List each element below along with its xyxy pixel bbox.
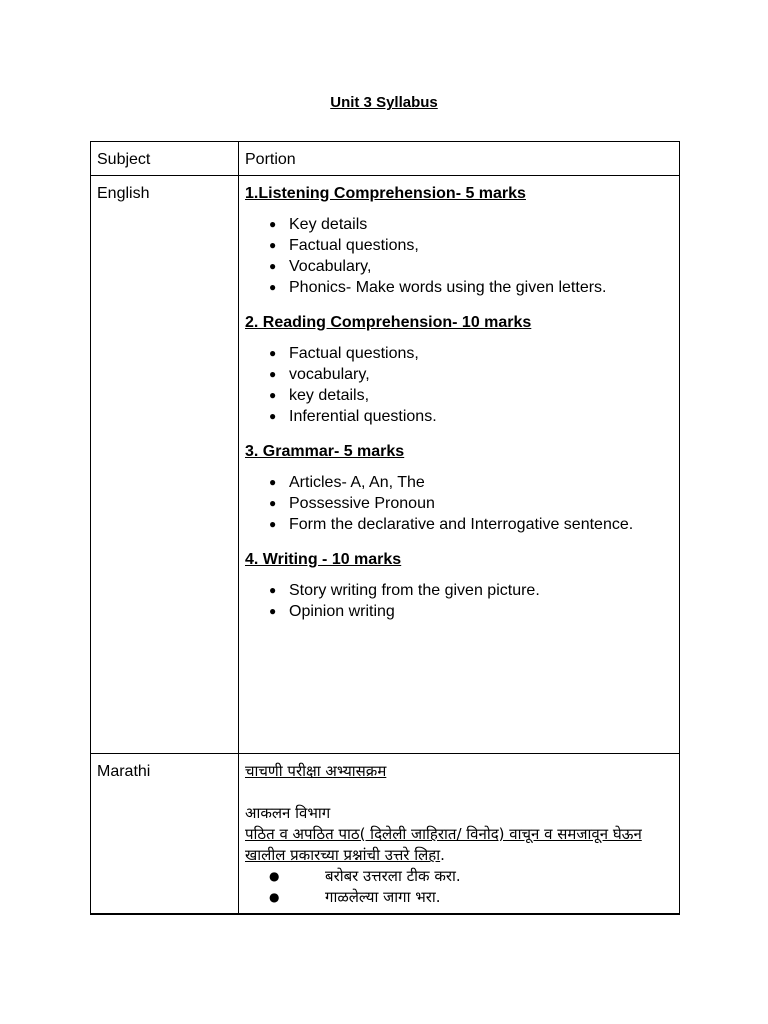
page-title: Unit 3 Syllabus (330, 94, 438, 111)
listening-list (245, 214, 673, 298)
marathi-instruction: पठित व अपठित पाठ( दिलेली जाहिरात/ विनोद) वाचून व समजावून घेऊन खालील प्रकारच्या प्रश्नांची उत्तरे लिहा (245, 825, 642, 864)
subject-english: English (91, 176, 239, 754)
header-portion: Portion (239, 142, 680, 176)
list-item: ● गाळलेल्या जागा भरा. (269, 887, 673, 908)
marathi-instruction-end: . (440, 846, 445, 864)
spacer (245, 782, 673, 803)
list-item: ● Phonics- Make words using the given letters. (269, 277, 673, 298)
list-item: ● Possessive Pronoun (269, 493, 673, 514)
subject-marathi: Marathi (91, 754, 239, 914)
portion-marathi (239, 754, 680, 914)
list-item: ● key details, (269, 385, 673, 406)
section-heading-grammar: 3. Grammar- 5 marks (245, 443, 405, 460)
table-row-marathi (91, 754, 680, 914)
writing-list (245, 580, 673, 622)
list-item: ● Opinion writing (269, 601, 673, 622)
list-item: ● Factual questions, (269, 235, 673, 256)
list-item: ● Story writing from the given picture. (269, 580, 673, 601)
table-row-english (91, 176, 680, 754)
list-item: ● Articles- A, An, The (269, 472, 673, 493)
section-heading-reading: 2. Reading Comprehension- 10 marks (245, 314, 532, 331)
list-item: ● बरोबर उत्तरला टीक करा. (269, 866, 673, 887)
list-item: ● Inferential questions. (269, 406, 673, 427)
list-item: ● Vocabulary, (269, 256, 673, 277)
reading-list (245, 343, 673, 427)
marathi-instruction-para (245, 824, 673, 866)
syllabus-table (90, 141, 680, 915)
list-item: ● vocabulary, (269, 364, 673, 385)
marathi-list (245, 866, 673, 908)
list-item: ● Key details (269, 214, 673, 235)
table-header-row (91, 142, 680, 176)
list-item: ● Factual questions, (269, 343, 673, 364)
section-heading-listening: 1.Listening Comprehension- 5 marks (245, 185, 526, 202)
portion-english (239, 176, 680, 754)
header-subject: Subject (91, 142, 239, 176)
grammar-list (245, 472, 673, 535)
marathi-section: आकलन विभाग (245, 804, 331, 822)
list-item: ● Form the declarative and Interrogative sentence. (269, 514, 673, 535)
marathi-title: चाचणी परीक्षा अभ्यासक्रम (245, 762, 387, 780)
section-heading-writing: 4. Writing - 10 marks (245, 551, 402, 568)
